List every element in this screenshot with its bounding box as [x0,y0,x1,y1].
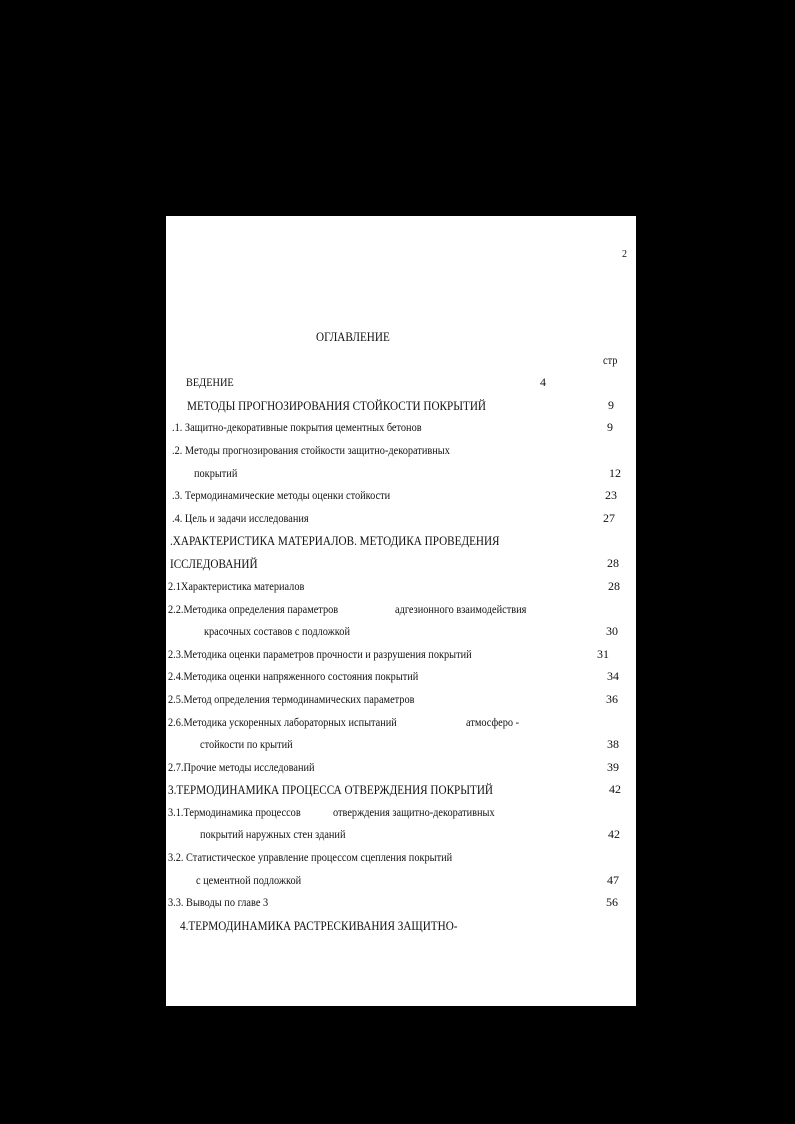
toc-entry-page: 38 [607,737,619,751]
toc-entry-page: 42 [608,827,620,841]
toc-entry-label: 2.3.Методика оценки параметров прочности и разрушения покрытий [168,647,472,661]
toc-entry-label: 3.ТЕРМОДИНАМИКА ПРОЦЕССА ОТВЕРЖДЕНИЯ ПОКРЫТИЙ [168,782,493,797]
toc-entry-label: .4. Цель и задачи исследования [172,511,309,525]
toc-entry-label: ВЕДЕНИЕ [186,375,234,389]
toc-entry-label: 2.5.Метод определения термодинамических параметров [168,692,415,706]
toc-entry-page: 9 [608,398,614,412]
toc-entry-page: 12 [609,466,621,480]
toc-entry-label: 2.1Характеристика материалов [168,579,305,593]
toc-entry-page: 47 [607,873,619,887]
toc-entry-page: 42 [609,782,621,796]
toc-entry-page: 34 [607,669,619,683]
toc-entry-page: 28 [608,579,620,593]
toc-entry-label: 3.3. Выводы по главе 3 [168,895,269,909]
toc-entry-label-cont: отверждения защитно-декоративных [333,805,495,819]
toc-entry-label-cont: адгезионного взаимодействия [395,602,527,616]
toc-entry-label-cont: атмосферо - [466,715,520,729]
toc-entry-page: 27 [603,511,615,525]
toc-entry-label: .ХАРАКТЕРИСТИКА МАТЕРИАЛОВ. МЕТОДИКА ПРОВЕДЕНИЯ [170,533,500,548]
page-column-label: стр [603,353,618,367]
toc-entry-label: 2.7.Прочие методы исследований [168,760,315,774]
toc-entry-page: 56 [606,895,618,909]
toc-entry-page: 31 [597,647,609,661]
toc-entry-label: .1. Защитно-декоративные покрытия цементных бетонов [172,420,422,434]
toc-entry-label: покрытий наружных стен зданий [200,827,346,841]
toc-entry-page: 30 [606,624,618,638]
toc-entry-page: 9 [607,420,613,434]
toc-entry-label: ІССЛЕДОВАНИЙ [170,556,258,571]
toc-entry-page: 36 [606,692,618,706]
toc-entry-page: 4 [540,375,546,389]
toc-entry-label: покрытий [194,466,238,480]
document-page [166,216,636,1006]
toc-entry-label: стойкости по крытий [200,737,293,751]
toc-entry-label: 2.2.Методика определения параметров [168,602,339,616]
toc-entry-page: 28 [607,556,619,570]
toc-entry-label: 2.6.Методика ускоренных лабораторных испытаний [168,715,397,729]
toc-entry-label: красочных составов с подложкой [204,624,350,638]
toc-entry-label: .2. Методы прогнозирования стойкости защитно-декоративных [172,443,450,457]
toc-entry-label: 3.1.Термодинамика процессов [168,805,301,819]
toc-title: ОГЛАВЛЕНИЕ [316,329,390,344]
toc-entry-label: 4.ТЕРМОДИНАМИКА РАСТРЕСКИВАНИЯ ЗАЩИТНО- [180,918,458,933]
toc-entry-label: 2.4.Методика оценки напряженного состояния покрытий [168,669,419,683]
toc-entry-page: 23 [605,488,617,502]
toc-entry-label: 3.2. Статистическое управление процессом сцепления покрытий [168,850,453,864]
toc-entry-label: .3. Термодинамические методы оценки стойкости [172,488,391,502]
toc-entry-label: с цементной подложкой [196,873,302,887]
toc-entry-page: 39 [607,760,619,774]
toc-entry-label: МЕТОДЫ ПРОГНОЗИРОВАНИЯ СТОЙКОСТИ ПОКРЫТИЙ [187,398,486,413]
page-number: 2 [622,249,627,260]
